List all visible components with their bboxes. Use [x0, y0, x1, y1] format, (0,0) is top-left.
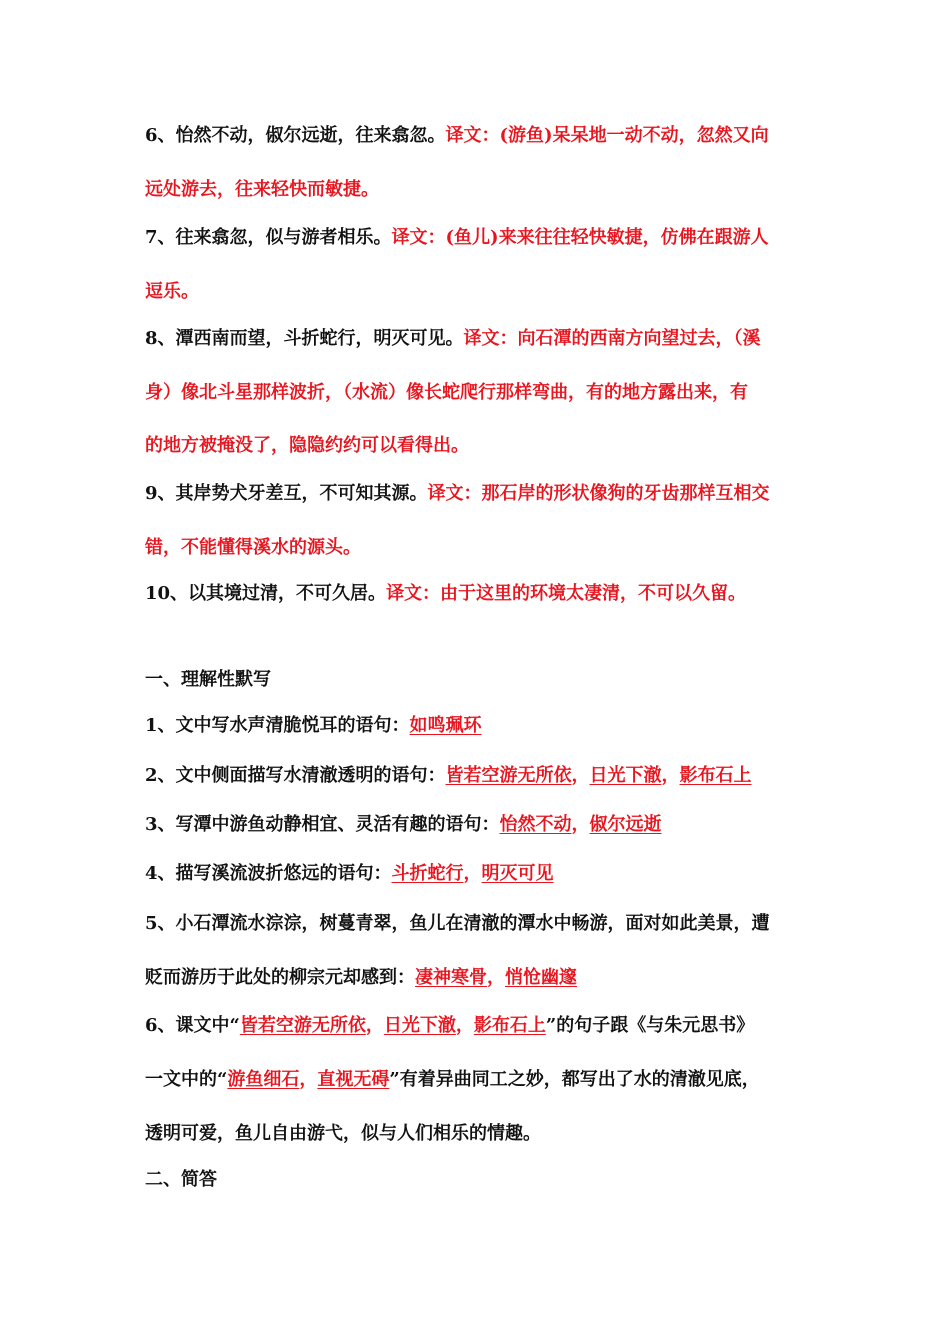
- answer-separator: ，: [571, 765, 590, 786]
- answer-text: 悄怆幽邃: [505, 967, 577, 988]
- source-text: 9、其岸势犬牙差互，不可知其源。: [145, 483, 428, 504]
- source-text: 7、往来翕忽，似与游者相乐。: [145, 227, 392, 248]
- translation-6-line-2: [145, 178, 825, 202]
- answer-text: 皆若空游无所依: [445, 765, 572, 786]
- question-6-line-3: [145, 1122, 825, 1146]
- answer-text: 日光下澈: [589, 765, 662, 786]
- question-prompt: 5、小石潭流水淙淙，树蔓青翠，鱼儿在清澈的潭水中畅游，面对如此美景，遭: [145, 913, 770, 934]
- translation-8-line-2: [145, 381, 825, 405]
- answer-text: 凄神寒骨: [415, 967, 487, 988]
- translation-text: 身）像北斗星那样波折，（水流）像长蛇爬行那样弯曲，有的地方露出来，有: [145, 382, 748, 403]
- question-text: ”的句子跟《与朱元思书》: [545, 1015, 755, 1036]
- question-prompt: 4、描写溪流波折悠远的语句：: [145, 863, 392, 884]
- question-4: [145, 862, 825, 886]
- translation-text: 远处游去，往来轻快而敏捷。: [145, 179, 379, 200]
- translation-text: 错，不能懂得溪水的源头。: [145, 537, 361, 558]
- translation-text: 译文：那石岸的形状像狗的牙齿那样互相交: [427, 483, 770, 504]
- question-6-line-1: [145, 1014, 825, 1038]
- answer-text: 斗折蛇行: [391, 863, 464, 884]
- translation-9-line-2: [145, 536, 825, 560]
- translation-6-line-1: [145, 124, 825, 148]
- source-text: 6、怡然不动，俶尔远逝，往来翕忽。: [145, 125, 446, 146]
- answer-text: 游鱼细石: [227, 1069, 300, 1090]
- question-prompt: 贬而游历于此处的柳宗元却感到：: [145, 967, 415, 988]
- question-prompt: 2、文中侧面描写水清澈透明的语句：: [145, 765, 446, 786]
- answer-separator: ，: [299, 1069, 318, 1090]
- translation-10-line-1: [145, 582, 825, 606]
- source-text: 10、以其境过清，不可久居。: [145, 583, 387, 604]
- answer-text: 日光下澈: [383, 1015, 456, 1036]
- translation-9-line-1: [145, 482, 825, 506]
- answer-separator: ，: [661, 765, 680, 786]
- translation-text: 译文：(游鱼)呆呆地一动不动，忽然又向: [445, 125, 769, 146]
- section-2-title: 二、简答: [145, 1169, 217, 1190]
- question-5-line-1: [145, 912, 825, 936]
- answer-separator: ，: [487, 967, 505, 988]
- translation-text: 的地方被掩没了，隐隐约约可以看得出。: [145, 435, 469, 456]
- answer-separator: ，: [463, 863, 482, 884]
- question-1: [145, 714, 825, 738]
- answer-separator: ，: [455, 1015, 474, 1036]
- translation-text: 译文：由于这里的环境太凄清，不可以久留。: [386, 583, 747, 604]
- answer-text: 怡然不动: [499, 814, 572, 835]
- source-text: 8、潭西南而望，斗折蛇行，明灭可见。: [145, 328, 464, 349]
- answer-text: 明灭可见: [481, 863, 554, 884]
- translation-text: 译文：(鱼儿)来来往往轻快敏捷，仿佛在跟游人: [391, 227, 769, 248]
- question-6-line-2: [145, 1068, 825, 1092]
- answer-text: 俶尔远逝: [589, 814, 662, 835]
- question-text: ”有着异曲同工之妙，都写出了水的清澈见底，: [389, 1069, 760, 1090]
- question-text: 透明可爱，鱼儿自由游弋，似与人们相乐的情趣。: [145, 1123, 541, 1144]
- answer-text: 直视无碍: [317, 1069, 390, 1090]
- answer-text: 影布石上: [679, 765, 752, 786]
- question-3: [145, 813, 825, 837]
- answer-separator: ，: [365, 1015, 384, 1036]
- question-2: [145, 764, 825, 788]
- translation-8-line-1: [145, 327, 825, 351]
- translation-7-line-2: [145, 280, 825, 304]
- question-5-line-2: [145, 966, 825, 990]
- answer-separator: ，: [571, 814, 590, 835]
- translation-8-line-3: [145, 434, 825, 458]
- answer-text: 影布石上: [473, 1015, 546, 1036]
- question-prompt: 1、文中写水声清脆悦耳的语句：: [145, 715, 410, 736]
- question-prompt: 3、写潭中游鱼动静相宜、灵活有趣的语句：: [145, 814, 500, 835]
- section-1-title: 一、理解性默写: [145, 669, 271, 690]
- answer-text: 如鸣珮环: [409, 715, 482, 736]
- translation-text: 译文：向石潭的西南方向望过去，（溪: [463, 328, 761, 349]
- answer-text: 皆若空游无所依: [239, 1015, 366, 1036]
- translation-text: 逗乐。: [145, 281, 199, 302]
- translation-7-line-1: [145, 226, 825, 250]
- question-prompt: 6、课文中“: [145, 1015, 240, 1036]
- question-text: 一文中的“: [145, 1069, 228, 1090]
